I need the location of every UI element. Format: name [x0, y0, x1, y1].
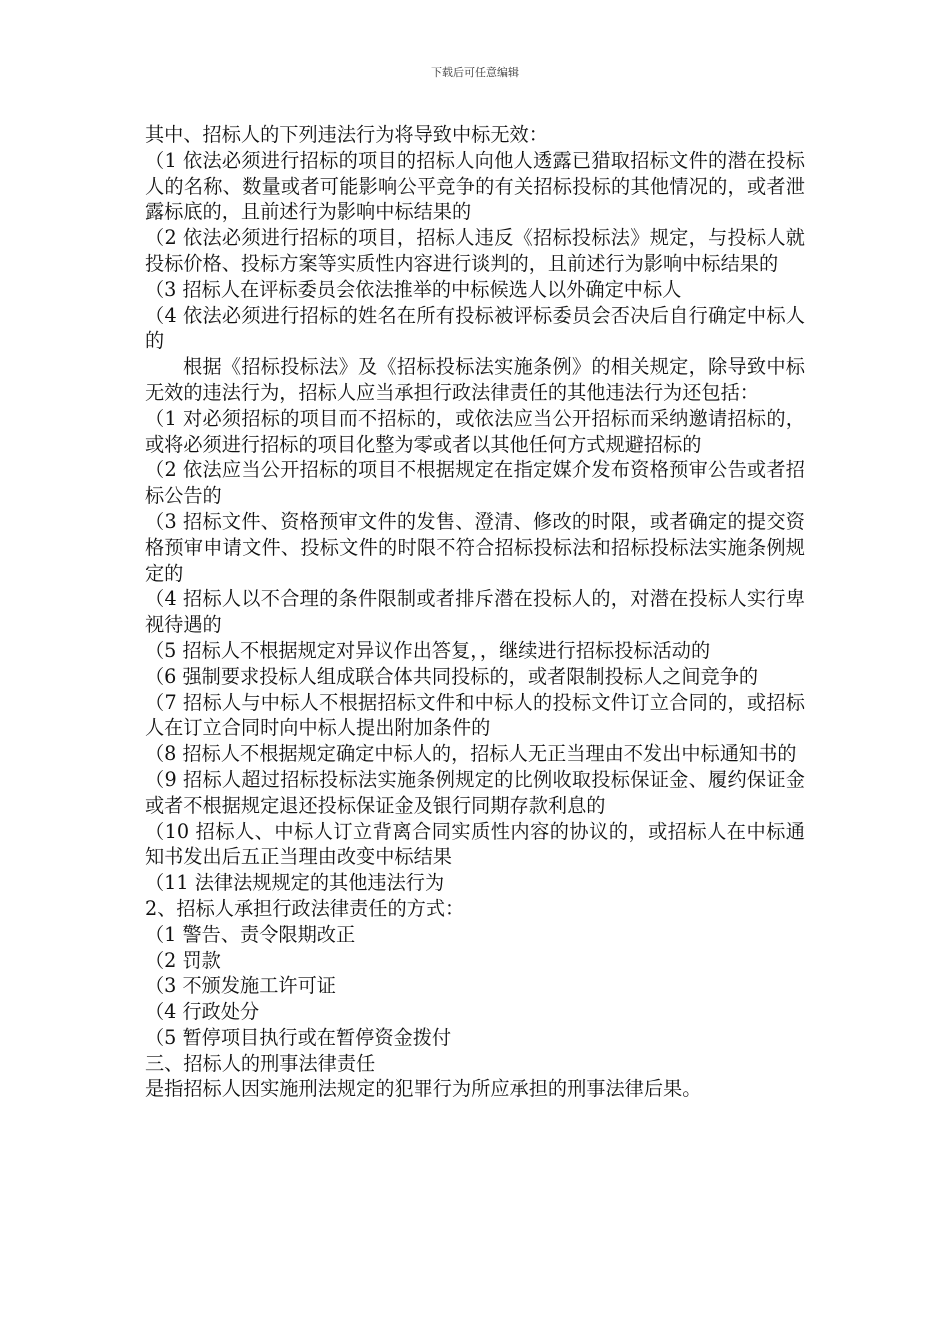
- paragraph-penalty-item-1: （1 警告、责令限期改正: [145, 922, 356, 946]
- paragraph-invalid-item-2: （2 依法必须进行招标的项目，招标人违反《招标投标法》规定，与投标人就投标价格、投标方案等实质性内容进行谈判的，且前述行为影响中标结果的: [145, 226, 805, 275]
- paragraph-criminal-definition: 是指招标人因实施刑法规定的犯罪行为所应承担的刑事法律后果。: [145, 1077, 702, 1101]
- paragraph-violation-item-4: （4 招标人以不合理的条件限制或者排斥潜在投标人的，对潜在投标人实行卑视待遇的: [145, 587, 805, 637]
- paragraph-other-violations-intro: 根据《招标投标法》及《招标投标法实施条例》的相关规定，除导致中标无效的违法行为，招标人应当承担行政法律责任的其他违法行为还包括：: [145, 355, 805, 404]
- paragraph-penalty-item-2: （2 罚款: [145, 948, 221, 972]
- paragraph-penalty-item-4: （4 行政处分: [145, 1000, 260, 1024]
- paragraph-penalty-item-5: （5 暂停项目执行或在暂停资金拨付: [145, 1025, 452, 1049]
- paragraph-violation-item-1: （1 对必须招标的项目而不招标的，或依法应当公开招标而采纳邀请招标的，或将必须进行招标的项目化整为零或者以其他任何方式规避招标的: [145, 406, 805, 456]
- paragraph-violation-item-7: （7 招标人与中标人不根据招标文件和中标人的投标文件订立合同的，或招标人在订立合同时向中标人提出附加条件的: [145, 690, 805, 740]
- paragraph-invalid-item-3: （3 招标人在评标委员会依法推举的中标候选人以外确定中标人: [145, 277, 682, 301]
- document-body: [145, 122, 805, 1102]
- paragraph-violation-item-11: （11 法律法规规定的其他违法行为: [145, 871, 445, 895]
- paragraph-invalid-bid-intro: 其中、招标人的下列违法行为将导致中标无效：: [145, 123, 548, 146]
- paragraph-penalty-item-3: （3 不颁发施工许可证: [145, 974, 336, 998]
- paragraph-violation-item-3: （3 招标文件、资格预审文件的发售、澄清、修改的时限，或者确定的提交资格预审申请文件、投标文件的时限不符合招标投标法和招标投标法实施条例规定的: [145, 509, 805, 585]
- paragraph-violation-item-9: （9 招标人超过招标投标法实施条例规定的比例收取投标保证金、履约保证金或者不根据规定退还投标保证金及银行同期存款利息的: [145, 767, 805, 817]
- section-heading-admin-liability: 2、招标人承担行政法律责任的方式：: [145, 896, 465, 920]
- paragraph-invalid-item-4: （4 依法必须进行招标的姓名在所有投标被评标委员会否决后自行确定中标人的: [145, 303, 805, 353]
- section-heading-criminal-liability: 三、招标人的刑事法律责任: [145, 1051, 376, 1075]
- paragraph-violation-item-6: （6 强制要求投标人组成联合体共同投标的，或者限制投标人之间竞争的: [145, 664, 759, 688]
- paragraph-violation-item-8: （8 招标人不根据规定确定中标人的，招标人无正当理由不发出中标通知书的: [145, 742, 797, 766]
- paragraph-invalid-item-1: （1 依法必须进行招标的项目的招标人向他人透露已猎取招标文件的潜在投标人的名称、数量或者可能影响公平竞争的有关招标投标的其他情况的，或者泄露标底的，且前述行为影响中标结果的: [145, 148, 805, 224]
- paragraph-violation-item-2: （2 依法应当公开招标的项目不根据规定在指定媒介发布资格预审公告或者招标公告的: [145, 458, 805, 508]
- paragraph-violation-item-5: （5 招标人不根据规定对异议作出答复，，继续进行招标投标活动的: [145, 638, 711, 662]
- page-header: 下载后可任意编辑: [431, 66, 519, 79]
- paragraph-violation-item-10: （10 招标人、中标人订立背离合同实质性内容的协议的，或招标人在中标通知书发出后五正当理由改变中标结果: [145, 819, 805, 869]
